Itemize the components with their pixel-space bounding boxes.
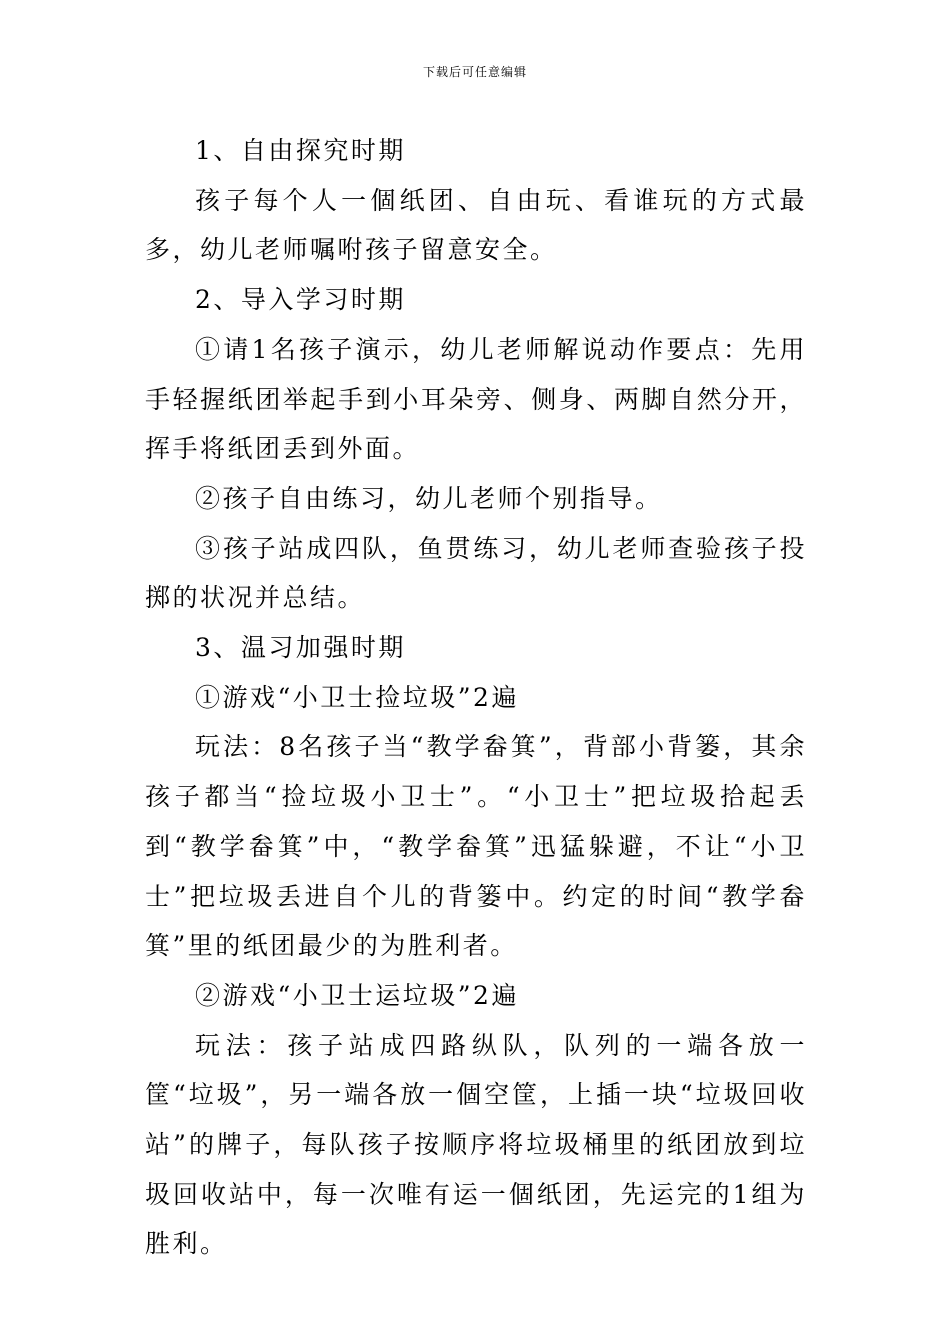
heading-free-exploration: 1、自由探究时期 [195, 136, 406, 165]
game-title-carry-trash: ②游戏“小卫士运垃圾”2遍 [195, 980, 519, 1010]
paragraph-free-play: 孩子每个人一個纸团、自由玩、看谁玩的方式最多，幼儿老师嘱咐孩子留意安全。 [145, 185, 807, 265]
heading-review-reinforcement: 3、温习加强时期 [195, 633, 406, 663]
paragraph-demonstration: ①请1名孩子演示，幼儿老师解说动作要点：先用手轻握纸团举起手到小耳朵旁、侧身、两脚自然分开，挥手将纸团丢到外面。 [145, 334, 807, 464]
heading-guided-learning: 2、导入学习时期 [195, 285, 406, 315]
game-title-pick-up-trash: ①游戏“小卫士捡垃圾”2遍 [195, 682, 519, 712]
game-rules-carry-trash: 玩法：孩子站成四路纵队，队列的一端各放一筐“垃圾”，另一端各放一個空筐，上插一块“垃圾回收站”的牌子，每队孩子按顺序将垃圾桶里的纸团放到垃圾回收站中，每一次唯有运一個纸团，先运完的1组为胜利。 [145, 1030, 807, 1259]
document-body [145, 126, 807, 1269]
paragraph-team-practice: ③孩子站成四队，鱼贯练习，幼儿老师查验孩子投掷的状况并总结。 [145, 533, 807, 613]
page-header-note: 下载后可任意编辑 [422, 65, 527, 79]
game-rules-pick-up-trash: 玩法：8名孩子当“教学畚箕”，背部小背篓，其余孩子都当“捡垃圾小卫士”。“小卫士”把垃圾拾起丢到“教学畚箕”中，“教学畚箕”迅猛躲避，不让“小卫士”把垃圾丢进自个儿的背篓中。约定的时间“教学畚箕”里的纸团最少的为胜利者。 [145, 732, 807, 961]
paragraph-free-practice: ②孩子自由练习，幼儿老师个别指导。 [195, 483, 663, 513]
